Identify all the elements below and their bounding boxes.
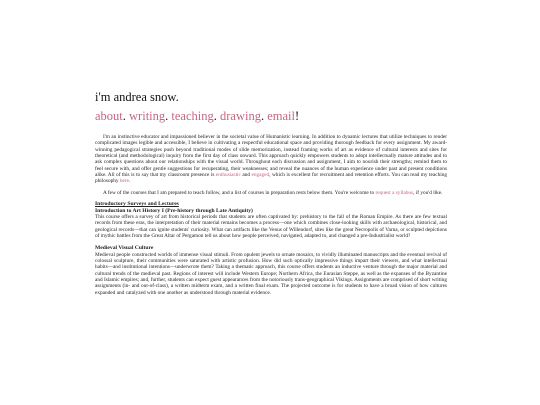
intro-text-end: . xyxy=(129,178,131,185)
course-description: Medieval people constructed worlds of immense visual stimuli. From opulent jewels to ornate mosaics, to vividly illuminated manuscripts and the eventual revival of colossal sculpture, their communities were saturated with artistic profusion. How did such optically impressive things impart their viewers, and what intellectual habits—and institutional intentions—underwrote them? Taking a thematic approach, this course offers students an inductive venture through the major material and cultural trends of the medieval past. Regions of interest will include Western Europe; Northern Africa, the Eurasian Steppe, as well as the expanses of the Byzantine and Islamic empires; and, further, students can expect guest appearances from the notoriously trans-geographical Vikings. Assignments are comprised of short writing assignments (in- and out-of-class), a written midterm exam, and a written final exam. The projected outcome is for students to have a broad vision of how cultures expanded and catalyzed with one another as understood through material evidence. xyxy=(95,251,447,296)
courses-intro-text-after: , if you'd like. xyxy=(413,189,443,196)
nav-writing-link[interactable]: writing xyxy=(129,109,166,123)
teaching-intro-paragraph xyxy=(95,134,447,185)
courses-intro-paragraph xyxy=(95,190,447,196)
nav-about-link[interactable]: about xyxy=(95,109,123,123)
intro-text: I'm an instinctive educator and impassioned believer in the societal value of Humanistic learning. In addition to dynamic lectures that utilize techniques to render complicated images legible and accessible, I believe in cultivating a respectful educational space and providing thorough feedback for every assignment. My award-winning pedagogical strategies push beyond traditional modes of slide memorization, instead framing works of art as evidence of cultural interests and sites for theoretical (and methodological) inquiry from the first day of class onward. This approach quickly empowers students to adopt intellectually mature attitudes and to ask complex questions about our relationships with the visual world. Throughout each discussion and assignment, I aim to nourish their strengths; remind them to feel secure with, and offer gentle suggestions for recuperating, their weaknesses; and reveal the nuances of the human experience under past and present conditions alike. All of this is to say that my classroom presence is xyxy=(95,134,447,179)
courses-intro-text: A few of the courses that I am prepared to teach follow, and a list of courses in preparation rests below them. You're welcome to xyxy=(103,189,375,196)
site-title: i'm andrea snow. xyxy=(95,90,179,104)
request-syllabus-link[interactable]: request a syllabus xyxy=(375,189,414,196)
enthusiastic-link[interactable]: enthusiastic xyxy=(215,172,241,179)
philosophy-here-link[interactable]: here xyxy=(119,178,129,185)
main-nav xyxy=(95,109,447,124)
section-heading: Introductory Surveys and Lectures xyxy=(95,201,179,208)
nav-separator: . xyxy=(213,109,217,123)
nav-drawing-link[interactable]: drawing xyxy=(219,109,261,123)
nav-separator: . xyxy=(165,109,169,123)
nav-separator: . xyxy=(122,109,126,123)
engaged-link[interactable]: engaged xyxy=(251,172,270,179)
course-title: Introduction to Art History I (Pre-history through Late Antiquity) xyxy=(95,207,253,214)
course-description: This course offers a survey of art from historical periods that students are often captivated by: prehistory to the fall of the Roman Empire. As there are few textual records from these eras, the interpretation of their material remains becomes a process—one which combines close-looking skills with archaeological, historical, and geological records—that can ignite students' curiosity. What can artifacts like the Venus of Willendorf, sites like the great Necropolis of Varna, or sculpted depictions of mythic battles from the Great Altar of Pergamon tell us about how people perceived, navigated, adapted to, and changed a pre-Industrialist world? xyxy=(95,213,447,239)
nav-separator: . xyxy=(260,109,265,123)
course-title: Medieval Visual Culture xyxy=(95,245,154,252)
intro-text-after: , which is excellent for recruitment and retention efforts. You can read my teaching philosophy xyxy=(95,172,447,185)
intro-text-mid: and xyxy=(242,172,251,179)
nav-email-link[interactable]: email xyxy=(267,109,295,123)
page-content xyxy=(95,90,447,302)
nav-end-mark: ! xyxy=(294,109,300,123)
nav-teaching-link[interactable]: teaching xyxy=(171,109,214,123)
